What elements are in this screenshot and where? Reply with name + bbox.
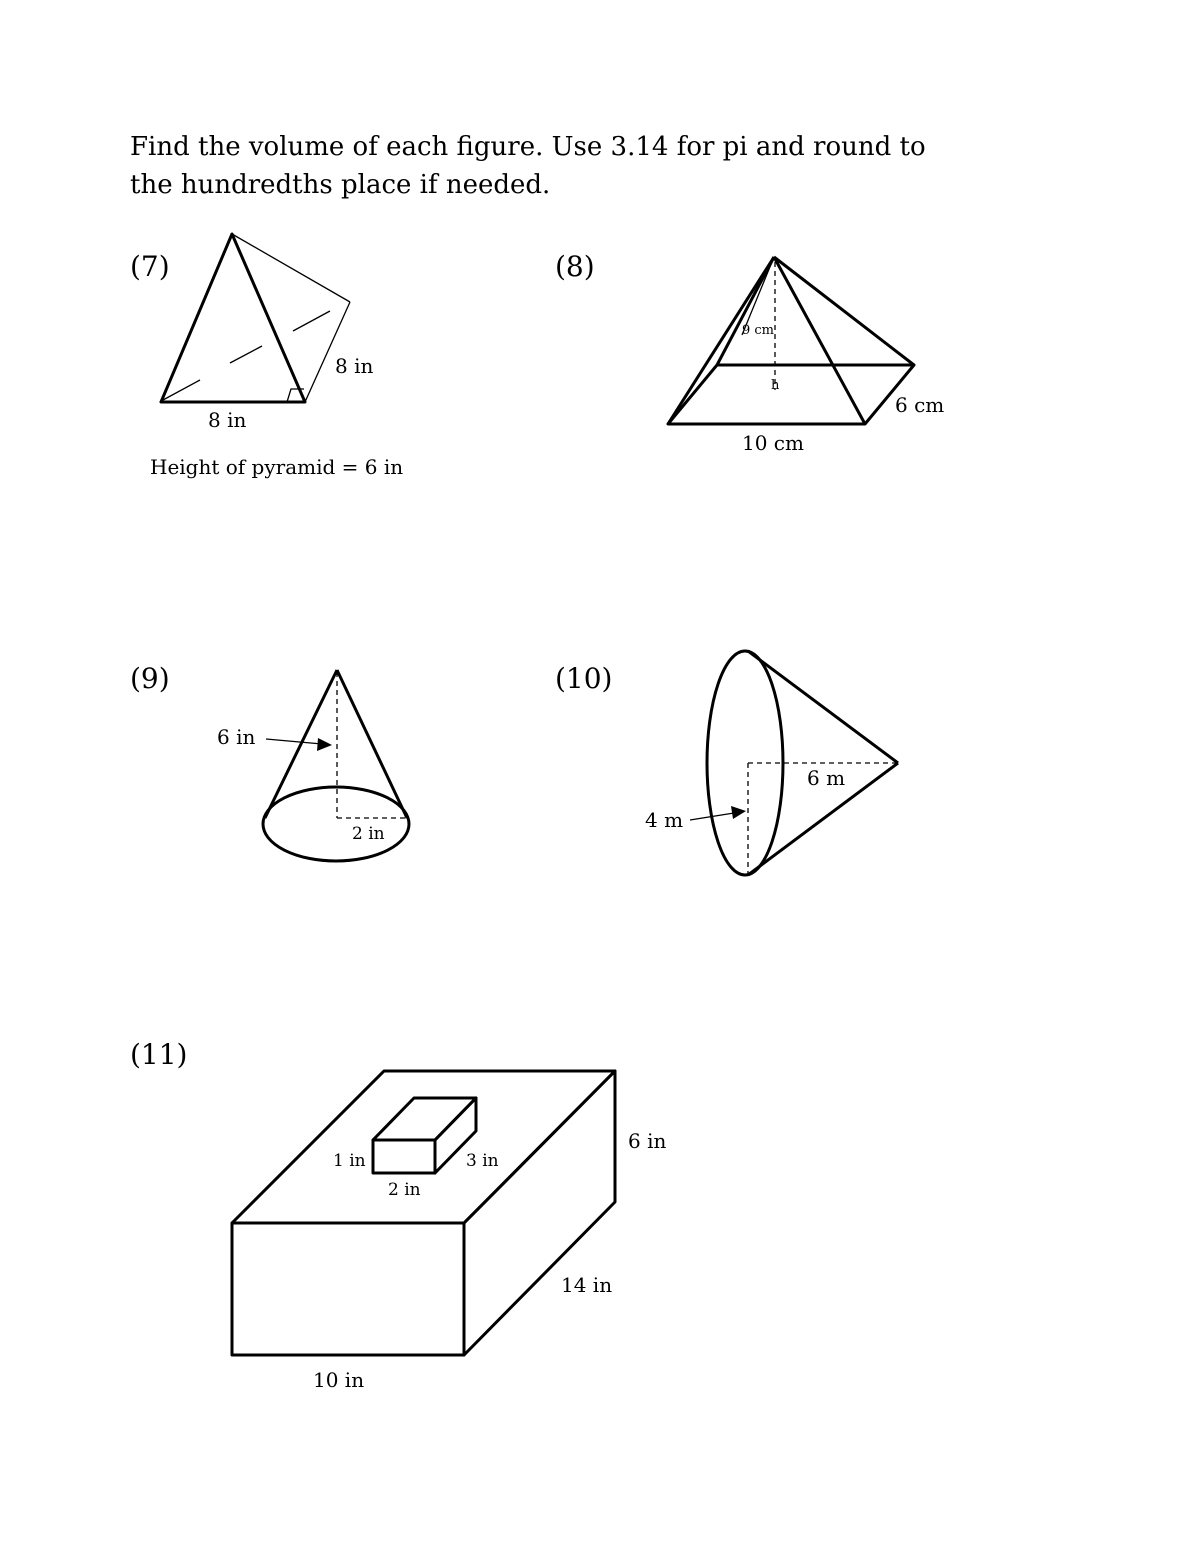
cone-base-ellipse	[707, 651, 783, 875]
large-height-label: 6 in	[628, 1129, 667, 1153]
problem-9	[130, 662, 409, 861]
hidden-base-edge-2	[230, 346, 262, 363]
problem-7-number: (7)	[130, 250, 170, 283]
small-prism-front-face	[373, 1140, 435, 1173]
base-length-label: 8 in	[208, 408, 247, 432]
cone-right-side	[337, 670, 407, 818]
height-arrow-head	[317, 738, 332, 751]
pyramid-height-note: Height of pyramid = 6 in	[150, 455, 404, 479]
pyramid-back-edge	[232, 234, 350, 302]
radius-arrow-head	[731, 806, 746, 819]
rectangular-pyramid-figure	[668, 257, 914, 424]
small-height-label: 1 in	[333, 1151, 366, 1171]
lateral-edge-front-left	[668, 257, 774, 424]
problem-7	[130, 234, 403, 479]
large-prism-top-face	[232, 1071, 615, 1223]
hidden-base-edge-3	[293, 311, 330, 331]
base-width-label: 10 cm	[742, 431, 804, 455]
large-prism-front-face	[232, 1223, 464, 1355]
large-prism-figure	[232, 1071, 615, 1355]
side-length-label: 8 in	[335, 354, 374, 378]
cone-radius-label: 4 m	[645, 808, 684, 832]
large-prism-side-face	[464, 1071, 615, 1355]
large-width-label: 10 in	[313, 1368, 365, 1392]
pyramid-front-face	[161, 234, 305, 402]
lateral-edge-front-right	[774, 257, 865, 424]
instructions-line-2: the hundredths place if needed.	[130, 170, 551, 200]
cone-base-ellipse	[263, 787, 409, 861]
sideways-cone-figure	[690, 651, 898, 875]
cone-top-side	[748, 651, 898, 763]
cone-height-label: 6 in	[217, 725, 256, 749]
small-width-label: 2 in	[388, 1180, 421, 1200]
triangular-pyramid-figure	[161, 234, 350, 402]
cone-height-label: 6 m	[807, 766, 846, 790]
cone-radius-label: 2 in	[352, 824, 385, 844]
problem-11-number: (11)	[130, 1038, 188, 1071]
small-depth-label: 3 in	[466, 1151, 499, 1171]
problem-10-number: (10)	[555, 662, 613, 695]
small-prism-top-face	[373, 1098, 476, 1140]
height-label: h	[771, 378, 780, 393]
lateral-edge-back-right	[774, 257, 914, 365]
upright-cone-figure	[263, 670, 409, 861]
slant-height-label: 9 cm	[742, 323, 775, 338]
problem-9-number: (9)	[130, 662, 170, 695]
problem-10	[555, 651, 898, 875]
large-depth-label: 14 in	[561, 1273, 613, 1297]
height-arrow-shaft	[266, 739, 322, 744]
depth-label: 6 cm	[895, 393, 945, 417]
problem-11	[130, 1038, 666, 1392]
problem-8-number: (8)	[555, 250, 595, 283]
problem-8	[555, 250, 944, 455]
pyramid-base	[668, 365, 914, 424]
instructions-line-1: Find the volume of each figure. Use 3.14 for pi and round to	[130, 132, 926, 162]
small-prism-figure	[373, 1098, 476, 1173]
pyramid-base-side-edge	[305, 302, 350, 402]
lateral-edge-back-left	[717, 257, 774, 365]
